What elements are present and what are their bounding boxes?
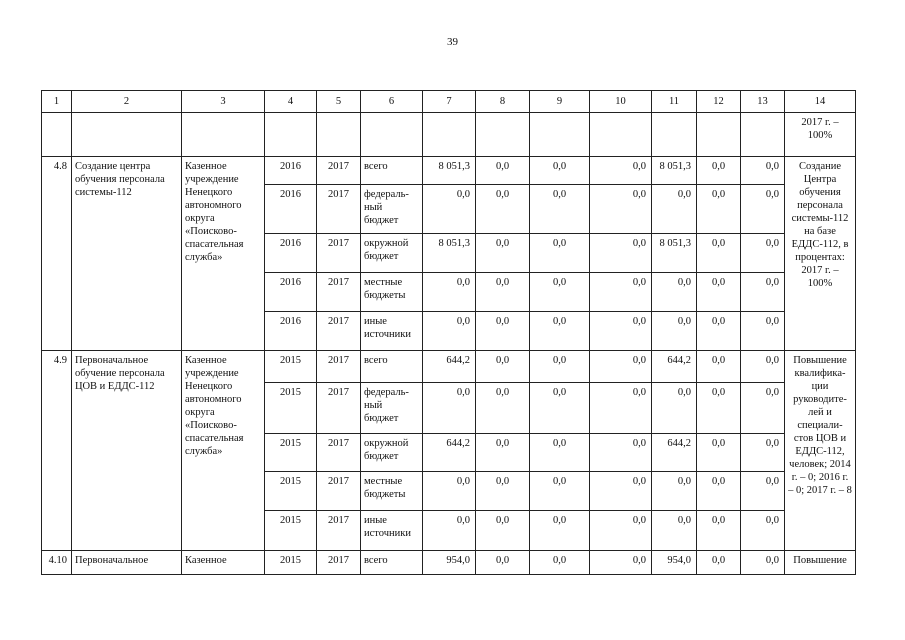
value-cell: 0,0 bbox=[530, 185, 590, 234]
value-cell: 0,0 bbox=[530, 351, 590, 383]
value-cell: 0,0 bbox=[476, 383, 530, 434]
header-cell: 6 bbox=[361, 91, 423, 113]
value-cell: 0,0 bbox=[476, 312, 530, 351]
total-value: 954,0 bbox=[423, 551, 476, 575]
start-year: 2016 bbox=[265, 234, 317, 273]
table-row bbox=[42, 351, 856, 383]
header-cell: 13 bbox=[741, 91, 785, 113]
value-cell: 0,0 bbox=[530, 551, 590, 575]
value-cell: 0,0 bbox=[652, 185, 697, 234]
value-cell: 0,0 bbox=[652, 511, 697, 551]
header-cell: 14 bbox=[785, 91, 856, 113]
funding-source: иные источники bbox=[361, 511, 423, 551]
total-value: 644,2 bbox=[423, 434, 476, 472]
value-cell: 0,0 bbox=[476, 472, 530, 511]
section-result: Создание Центра обучения персонала системы-112 на базе ЕДДС-112, в процентах: 2017 г. – 100% bbox=[785, 157, 856, 351]
value-cell: 0,0 bbox=[476, 273, 530, 312]
value-cell: 0,0 bbox=[530, 312, 590, 351]
section-name: Создание центра обучения персонала системы-112 bbox=[72, 157, 182, 351]
end-year: 2017 bbox=[317, 312, 361, 351]
header-cell: 11 bbox=[652, 91, 697, 113]
end-year: 2017 bbox=[317, 434, 361, 472]
header-cell: 3 bbox=[182, 91, 265, 113]
value-cell: 0,0 bbox=[590, 434, 652, 472]
page-number: 39 bbox=[447, 36, 458, 48]
section-index: 4.9 bbox=[42, 351, 72, 551]
table-row bbox=[42, 157, 856, 185]
value-cell: 0,0 bbox=[741, 511, 785, 551]
value-cell: 0,0 bbox=[590, 234, 652, 273]
value-cell: 0,0 bbox=[741, 434, 785, 472]
value-cell: 0,0 bbox=[652, 312, 697, 351]
value-cell: 0,0 bbox=[741, 351, 785, 383]
total-value: 0,0 bbox=[423, 185, 476, 234]
value-cell: 0,0 bbox=[530, 383, 590, 434]
total-value: 0,0 bbox=[423, 383, 476, 434]
start-year: 2015 bbox=[265, 511, 317, 551]
start-year: 2015 bbox=[265, 472, 317, 511]
header-row bbox=[42, 91, 856, 113]
value-cell: 0,0 bbox=[697, 312, 741, 351]
value-cell: 0,0 bbox=[476, 185, 530, 234]
total-value: 0,0 bbox=[423, 472, 476, 511]
end-year: 2017 bbox=[317, 511, 361, 551]
header-cell: 7 bbox=[423, 91, 476, 113]
value-cell: 0,0 bbox=[590, 351, 652, 383]
value-cell: 0,0 bbox=[476, 434, 530, 472]
value-cell: 0,0 bbox=[697, 472, 741, 511]
header-cell: 5 bbox=[317, 91, 361, 113]
value-cell: 0,0 bbox=[590, 312, 652, 351]
section-name: Первоначальное обучение персонала ЦОВ и ЕДДС-112 bbox=[72, 351, 182, 551]
value-cell: 644,2 bbox=[652, 434, 697, 472]
funding-source: федераль-ный бюджет bbox=[361, 185, 423, 234]
value-cell: 0,0 bbox=[590, 511, 652, 551]
value-cell: 0,0 bbox=[590, 551, 652, 575]
value-cell: 0,0 bbox=[741, 185, 785, 234]
header-cell: 4 bbox=[265, 91, 317, 113]
value-cell: 644,2 bbox=[652, 351, 697, 383]
value-cell: 0,0 bbox=[590, 185, 652, 234]
header-cell: 2 bbox=[72, 91, 182, 113]
section-name: Первоначальное bbox=[72, 551, 182, 575]
funding-source: местные бюджеты bbox=[361, 472, 423, 511]
value-cell: 0,0 bbox=[476, 234, 530, 273]
funding-source: федераль-ный бюджет bbox=[361, 383, 423, 434]
value-cell: 0,0 bbox=[697, 185, 741, 234]
value-cell: 0,0 bbox=[530, 511, 590, 551]
funding-source: окружной бюджет bbox=[361, 434, 423, 472]
value-cell: 0,0 bbox=[590, 273, 652, 312]
end-year: 2017 bbox=[317, 383, 361, 434]
section-index: 4.10 bbox=[42, 551, 72, 575]
section-executor: Казенное учреждение Ненецкого автономного округа «Поисково-спасательная служба» bbox=[182, 351, 265, 551]
end-year: 2017 bbox=[317, 273, 361, 312]
value-cell: 8 051,3 bbox=[652, 234, 697, 273]
value-cell: 0,0 bbox=[741, 312, 785, 351]
value-cell: 0,0 bbox=[652, 383, 697, 434]
value-cell: 0,0 bbox=[697, 273, 741, 312]
start-year: 2016 bbox=[265, 157, 317, 185]
value-cell: 0,0 bbox=[530, 273, 590, 312]
section-executor: Казенное bbox=[182, 551, 265, 575]
value-cell: 0,0 bbox=[476, 351, 530, 383]
value-cell: 0,0 bbox=[530, 472, 590, 511]
total-value: 0,0 bbox=[423, 273, 476, 312]
table-row bbox=[42, 551, 856, 575]
header-cell: 12 bbox=[697, 91, 741, 113]
header-cell: 1 bbox=[42, 91, 72, 113]
start-year: 2015 bbox=[265, 551, 317, 575]
total-value: 0,0 bbox=[423, 511, 476, 551]
value-cell: 0,0 bbox=[476, 551, 530, 575]
end-year: 2017 bbox=[317, 185, 361, 234]
value-cell: 0,0 bbox=[741, 273, 785, 312]
value-cell: 0,0 bbox=[652, 472, 697, 511]
value-cell: 0,0 bbox=[697, 383, 741, 434]
total-value: 8 051,3 bbox=[423, 157, 476, 185]
program-table bbox=[41, 90, 856, 575]
header-cell: 9 bbox=[530, 91, 590, 113]
funding-source: местные бюджеты bbox=[361, 273, 423, 312]
funding-source: всего bbox=[361, 551, 423, 575]
value-cell: 0,0 bbox=[530, 234, 590, 273]
value-cell: 0,0 bbox=[697, 511, 741, 551]
value-cell: 0,0 bbox=[697, 157, 741, 185]
value-cell: 0,0 bbox=[590, 472, 652, 511]
value-cell: 0,0 bbox=[530, 434, 590, 472]
start-year: 2015 bbox=[265, 434, 317, 472]
value-cell: 0,0 bbox=[530, 157, 590, 185]
end-year: 2017 bbox=[317, 551, 361, 575]
value-cell: 0,0 bbox=[652, 273, 697, 312]
end-year: 2017 bbox=[317, 157, 361, 185]
start-year: 2016 bbox=[265, 273, 317, 312]
section-index: 4.8 bbox=[42, 157, 72, 351]
funding-source: иные источники bbox=[361, 312, 423, 351]
continuation-result: 2017 г. – 100% bbox=[785, 113, 856, 157]
section-result: Повышение bbox=[785, 551, 856, 575]
end-year: 2017 bbox=[317, 351, 361, 383]
value-cell: 0,0 bbox=[476, 511, 530, 551]
value-cell: 0,0 bbox=[741, 157, 785, 185]
value-cell: 0,0 bbox=[741, 551, 785, 575]
value-cell: 0,0 bbox=[590, 383, 652, 434]
total-value: 0,0 bbox=[423, 312, 476, 351]
value-cell: 0,0 bbox=[697, 551, 741, 575]
value-cell: 0,0 bbox=[741, 383, 785, 434]
value-cell: 0,0 bbox=[741, 234, 785, 273]
value-cell: 0,0 bbox=[697, 351, 741, 383]
value-cell: 8 051,3 bbox=[652, 157, 697, 185]
start-year: 2016 bbox=[265, 185, 317, 234]
funding-source: всего bbox=[361, 157, 423, 185]
section-result: Повышение квалифика-ции руководите-лей и специали-стов ЦОВ и ЕДДС-112, человек; 2014 г. – 0; 2016 г. – 0; 2017 г. – 8 bbox=[785, 351, 856, 551]
value-cell: 0,0 bbox=[697, 434, 741, 472]
total-value: 644,2 bbox=[423, 351, 476, 383]
end-year: 2017 bbox=[317, 472, 361, 511]
end-year: 2017 bbox=[317, 234, 361, 273]
value-cell: 0,0 bbox=[741, 472, 785, 511]
funding-source: окружной бюджет bbox=[361, 234, 423, 273]
total-value: 8 051,3 bbox=[423, 234, 476, 273]
value-cell: 0,0 bbox=[590, 157, 652, 185]
start-year: 2016 bbox=[265, 312, 317, 351]
value-cell: 0,0 bbox=[697, 234, 741, 273]
continuation-row bbox=[42, 113, 856, 157]
section-executor: Казенное учреждение Ненецкого автономного округа «Поисково-спасательная служба» bbox=[182, 157, 265, 351]
start-year: 2015 bbox=[265, 383, 317, 434]
value-cell: 0,0 bbox=[476, 157, 530, 185]
header-cell: 8 bbox=[476, 91, 530, 113]
value-cell: 954,0 bbox=[652, 551, 697, 575]
start-year: 2015 bbox=[265, 351, 317, 383]
header-cell: 10 bbox=[590, 91, 652, 113]
funding-source: всего bbox=[361, 351, 423, 383]
